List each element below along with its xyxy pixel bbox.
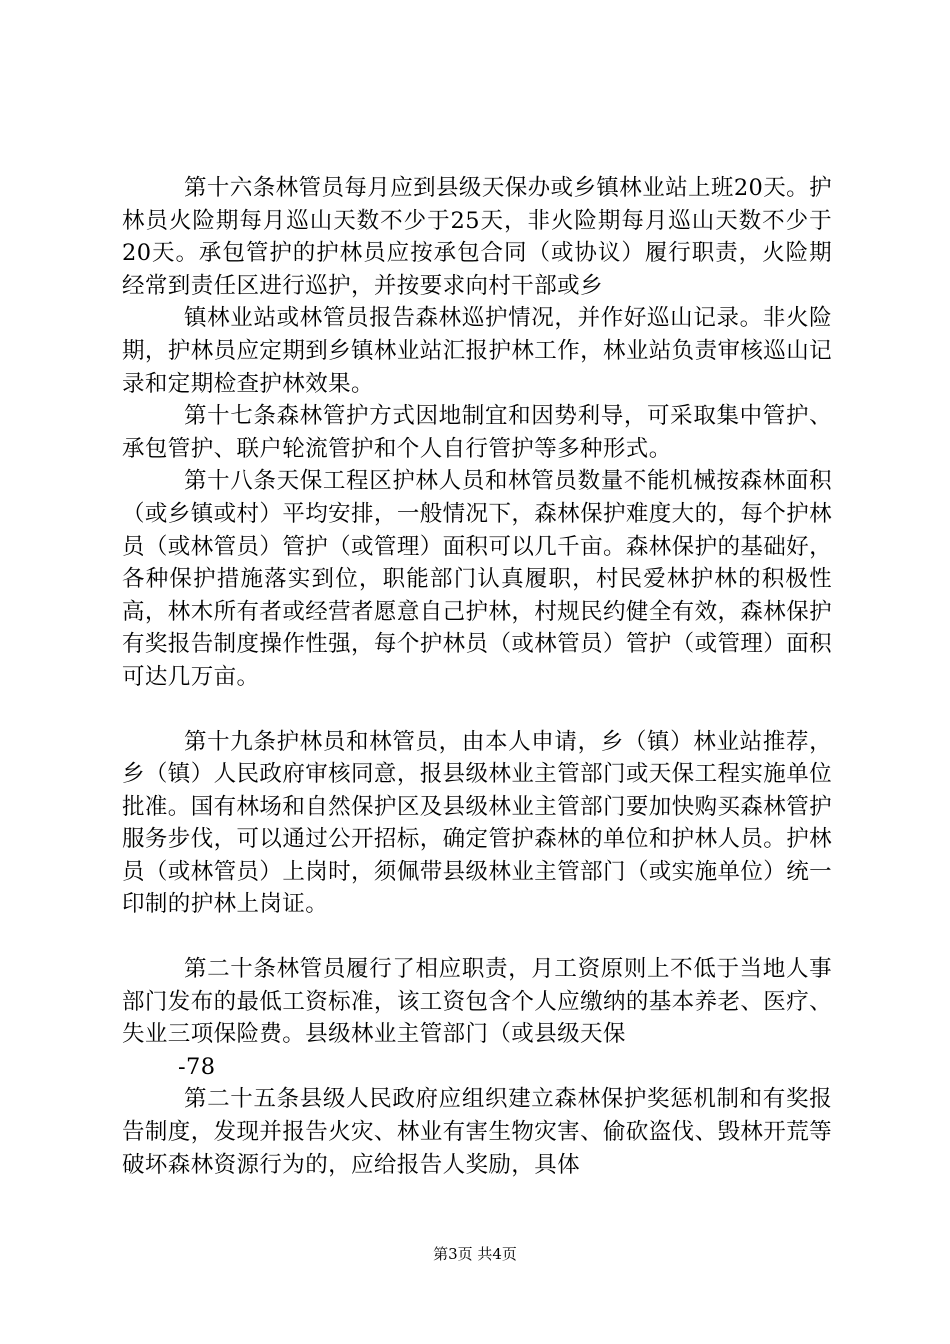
paragraph-gap [122,921,832,953]
page-marker: -78 [178,1053,216,1080]
paragraph-article-16: 第十六条林管员每月应到县级天保办或乡镇林业站上班20天。护林员火险期每月巡山天数不少于25天，非火险期每月巡山天数不少于20天。承包管护的护林员应按承包合同（或协议）履行职责，火险期经常到责任区进行巡护，并按要求向村干部或乡 [122,175,832,299]
document-body [122,172,832,1181]
paragraph-article-17: 第十七条森林管护方式因地制宜和因势利导，可采取集中管护、承包管护、联户轮流管护和个人自行管护等多种形式。 [122,403,832,462]
paragraph-article-18: 第十八条天保工程区护林人员和林管员数量不能机械按森林面积（或乡镇或村）平均安排，一般情况下，森林保护难度大的，每个护林员（或林管员）管护（或管理）面积可以几千亩。森林保护的基础好，各种保护措施落实到位，职能部门认真履职，村民爱林护林的积极性高，林木所有者或经营者愿意自己护林，村规民约健全有效，森林保护有奖报告制度操作性强，每个护林员（或林管员）管护（或管理）面积可达几万亩。 [122,468,832,690]
paragraph-article-25: 第二十五条县级人民政府应组织建立森林保护奖惩机制和有奖报告制度，发现并报告火灾、林业有害生物灾害、偷砍盗伐、毁林开荒等破坏森林资源行为的，应给报告人奖励，具体 [122,1086,832,1178]
paragraph-article-16-continued: 镇林业站或林管员报告森林巡护情况，并作好巡山记录。非火险期，护林员应定期到乡镇林业站汇报护林工作，林业站负责审核巡山记录和定期检查护林效果。 [122,305,832,397]
paragraph-gap [122,694,832,726]
page-footer: 第3页 共4页 [433,1245,517,1263]
paragraph-article-19: 第十九条护林员和林管员，由本人申请，乡（镇）林业站推荐，乡（镇）人民政府审核同意，报县级林业主管部门或天保工程实施单位批准。国有林场和自然保护区及县级林业主管部门要加快购买森林管护服务步伐，可以通过公开招标，确定管护森林的单位和护林人员。护林员（或林管员）上岗时，须佩带县级林业主管部门（或实施单位）统一印制的护林上岗证。 [122,728,832,918]
paragraph-article-20: 第二十条林管员履行了相应职责，月工资原则上不低于当地人事部门发布的最低工资标准，该工资包含个人应缴纳的基本养老、医疗、失业三项保险费。县级林业主管部门（或县级天保 [122,956,832,1048]
